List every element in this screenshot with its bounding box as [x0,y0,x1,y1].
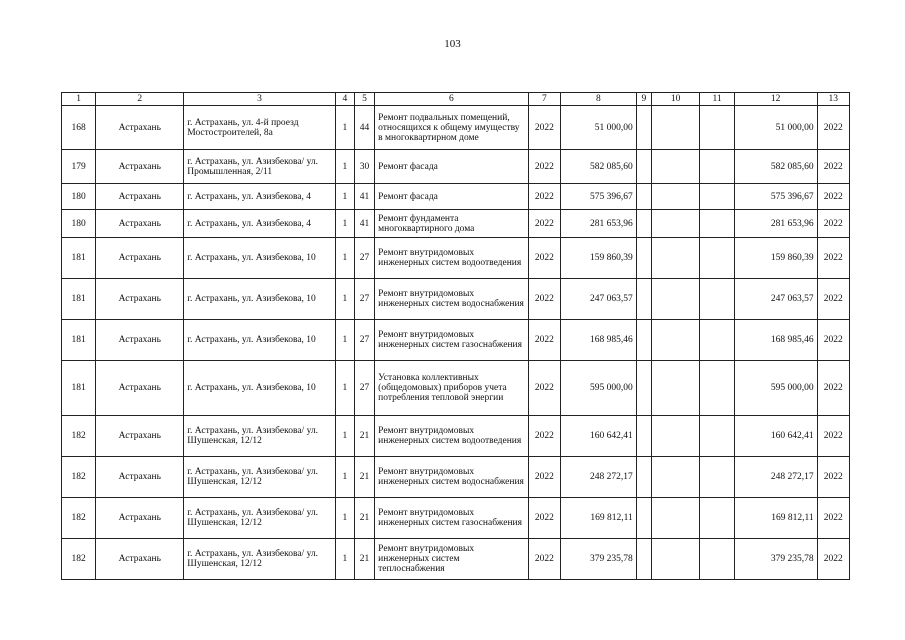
amount-cell: 168 985,46 [561,320,637,361]
column-header: 11 [700,93,734,106]
city-cell: Астрахань [96,320,184,361]
col5-cell: 44 [354,106,374,150]
col9-cell [636,320,651,361]
amount-total-cell: 248 272,17 [734,457,817,498]
table-row [62,279,850,320]
address-cell: г. Астрахань, ул. Азизбекова/ ул. Шушенская, 12/12 [184,539,336,580]
col4-cell: 1 [335,320,354,361]
city-cell: Астрахань [96,279,184,320]
col5-cell: 30 [354,150,374,184]
final-year-cell: 2022 [817,106,849,150]
row-number: 182 [62,416,96,457]
amount-cell: 169 812,11 [561,498,637,539]
row-number: 182 [62,457,96,498]
final-year-cell: 2022 [817,416,849,457]
col9-cell [636,150,651,184]
col11-cell [700,238,734,279]
row-number: 181 [62,361,96,416]
col5-cell: 21 [354,498,374,539]
col5-cell: 41 [354,184,374,210]
final-year-cell: 2022 [817,279,849,320]
address-cell: г. Астрахань, ул. Азизбекова, 10 [184,320,336,361]
col5-cell: 27 [354,361,374,416]
col10-cell [651,150,699,184]
row-number: 180 [62,210,96,238]
column-header: 1 [62,93,96,106]
final-year-cell: 2022 [817,150,849,184]
year-cell: 2022 [528,279,560,320]
address-cell: г. Астрахань, ул. Азизбекова/ ул. Шушенская, 12/12 [184,457,336,498]
work-type-cell: Ремонт внутридомовых инженерных систем водоснабжения [375,279,529,320]
amount-cell: 379 235,78 [561,539,637,580]
city-cell: Астрахань [96,106,184,150]
table-row [62,361,850,416]
column-header: 10 [651,93,699,106]
amount-cell: 159 860,39 [561,238,637,279]
col11-cell [700,498,734,539]
col5-cell: 27 [354,320,374,361]
col5-cell: 27 [354,238,374,279]
col4-cell: 1 [335,361,354,416]
year-cell: 2022 [528,150,560,184]
repair-registry-table [61,92,850,580]
column-header: 12 [734,93,817,106]
row-number: 179 [62,150,96,184]
column-header: 8 [561,93,637,106]
col9-cell [636,210,651,238]
amount-cell: 595 000,00 [561,361,637,416]
table-body [62,106,850,580]
city-cell: Астрахань [96,416,184,457]
city-cell: Астрахань [96,184,184,210]
col4-cell: 1 [335,210,354,238]
col11-cell [700,106,734,150]
final-year-cell: 2022 [817,184,849,210]
column-header: 4 [335,93,354,106]
work-type-cell: Ремонт внутридомовых инженерных систем водоотведения [375,238,529,279]
column-header: 7 [528,93,560,106]
col10-cell [651,457,699,498]
final-year-cell: 2022 [817,238,849,279]
col10-cell [651,416,699,457]
address-cell: г. Астрахань, ул. Азизбекова, 4 [184,210,336,238]
col9-cell [636,498,651,539]
amount-total-cell: 168 985,46 [734,320,817,361]
col5-cell: 21 [354,539,374,580]
col10-cell [651,210,699,238]
col9-cell [636,238,651,279]
col4-cell: 1 [335,457,354,498]
city-cell: Астрахань [96,210,184,238]
year-cell: 2022 [528,498,560,539]
city-cell: Астрахань [96,361,184,416]
col10-cell [651,539,699,580]
column-header: 6 [375,93,529,106]
row-number: 182 [62,539,96,580]
col10-cell [651,498,699,539]
year-cell: 2022 [528,184,560,210]
work-type-cell: Ремонт подвальных помещений, относящихся к общему имуществу в многоквартирном доме [375,106,529,150]
column-number-row [62,93,850,106]
city-cell: Астрахань [96,238,184,279]
address-cell: г. Астрахань, ул. Азизбекова, 10 [184,279,336,320]
year-cell: 2022 [528,210,560,238]
year-cell: 2022 [528,238,560,279]
work-type-cell: Ремонт внутридомовых инженерных систем газоснабжения [375,498,529,539]
col10-cell [651,279,699,320]
col9-cell [636,279,651,320]
table-row [62,210,850,238]
col11-cell [700,457,734,498]
row-number: 182 [62,498,96,539]
table-row [62,106,850,150]
city-cell: Астрахань [96,539,184,580]
col4-cell: 1 [335,238,354,279]
work-type-cell: Ремонт внутридомовых инженерных систем водоснабжения [375,457,529,498]
year-cell: 2022 [528,539,560,580]
year-cell: 2022 [528,320,560,361]
table-row [62,150,850,184]
amount-cell: 582 085,60 [561,150,637,184]
address-cell: г. Астрахань, ул. 4-й проезд Мостостроителей, 8а [184,106,336,150]
amount-cell: 575 396,67 [561,184,637,210]
col5-cell: 21 [354,457,374,498]
col11-cell [700,279,734,320]
col4-cell: 1 [335,184,354,210]
amount-cell: 51 000,00 [561,106,637,150]
row-number: 181 [62,279,96,320]
col9-cell [636,184,651,210]
row-number: 168 [62,106,96,150]
row-number: 181 [62,238,96,279]
amount-total-cell: 595 000,00 [734,361,817,416]
amount-total-cell: 247 063,57 [734,279,817,320]
col10-cell [651,238,699,279]
col5-cell: 41 [354,210,374,238]
col10-cell [651,320,699,361]
work-type-cell: Установка коллективных (общедомовых) приборов учета потребления тепловой энергии [375,361,529,416]
col5-cell: 27 [354,279,374,320]
col4-cell: 1 [335,416,354,457]
final-year-cell: 2022 [817,457,849,498]
amount-total-cell: 379 235,78 [734,539,817,580]
column-header: 9 [636,93,651,106]
amount-cell: 281 653,96 [561,210,637,238]
col9-cell [636,106,651,150]
col11-cell [700,539,734,580]
column-header: 2 [96,93,184,106]
address-cell: г. Астрахань, ул. Азизбекова/ ул. Шушенская, 12/12 [184,416,336,457]
amount-total-cell: 159 860,39 [734,238,817,279]
amount-total-cell: 51 000,00 [734,106,817,150]
column-header: 5 [354,93,374,106]
table-header [62,93,850,106]
address-cell: г. Астрахань, ул. Азизбекова, 10 [184,361,336,416]
year-cell: 2022 [528,106,560,150]
col5-cell: 21 [354,416,374,457]
final-year-cell: 2022 [817,320,849,361]
work-type-cell: Ремонт фундамента многоквартирного дома [375,210,529,238]
col10-cell [651,361,699,416]
final-year-cell: 2022 [817,498,849,539]
address-cell: г. Астрахань, ул. Азизбекова/ ул. Промышленная, 2/11 [184,150,336,184]
table-row [62,320,850,361]
amount-total-cell: 169 812,11 [734,498,817,539]
amount-cell: 247 063,57 [561,279,637,320]
col10-cell [651,184,699,210]
col11-cell [700,416,734,457]
row-number: 181 [62,320,96,361]
col11-cell [700,361,734,416]
page-number: 103 [444,38,461,50]
table-row [62,539,850,580]
col4-cell: 1 [335,498,354,539]
final-year-cell: 2022 [817,210,849,238]
amount-total-cell: 281 653,96 [734,210,817,238]
table-row [62,416,850,457]
col9-cell [636,539,651,580]
work-type-cell: Ремонт фасада [375,150,529,184]
col4-cell: 1 [335,279,354,320]
address-cell: г. Астрахань, ул. Азизбекова, 10 [184,238,336,279]
col11-cell [700,320,734,361]
column-header: 3 [184,93,336,106]
year-cell: 2022 [528,361,560,416]
col4-cell: 1 [335,539,354,580]
col11-cell [700,210,734,238]
final-year-cell: 2022 [817,361,849,416]
amount-total-cell: 160 642,41 [734,416,817,457]
amount-total-cell: 582 085,60 [734,150,817,184]
table-row [62,498,850,539]
col9-cell [636,361,651,416]
row-number: 180 [62,184,96,210]
work-type-cell: Ремонт внутридомовых инженерных систем водоотведения [375,416,529,457]
col4-cell: 1 [335,106,354,150]
col4-cell: 1 [335,150,354,184]
amount-total-cell: 575 396,67 [734,184,817,210]
work-type-cell: Ремонт внутридомовых инженерных систем теплоснабжения [375,539,529,580]
col9-cell [636,416,651,457]
col11-cell [700,184,734,210]
city-cell: Астрахань [96,150,184,184]
city-cell: Астрахань [96,457,184,498]
city-cell: Астрахань [96,498,184,539]
table-row [62,457,850,498]
amount-cell: 248 272,17 [561,457,637,498]
amount-cell: 160 642,41 [561,416,637,457]
work-type-cell: Ремонт внутридомовых инженерных систем газоснабжения [375,320,529,361]
address-cell: г. Астрахань, ул. Азизбекова, 4 [184,184,336,210]
table-row [62,184,850,210]
year-cell: 2022 [528,416,560,457]
work-type-cell: Ремонт фасада [375,184,529,210]
col11-cell [700,150,734,184]
year-cell: 2022 [528,457,560,498]
table-row [62,238,850,279]
col9-cell [636,457,651,498]
final-year-cell: 2022 [817,539,849,580]
address-cell: г. Астрахань, ул. Азизбекова/ ул. Шушенская, 12/12 [184,498,336,539]
col10-cell [651,106,699,150]
column-header: 13 [817,93,849,106]
